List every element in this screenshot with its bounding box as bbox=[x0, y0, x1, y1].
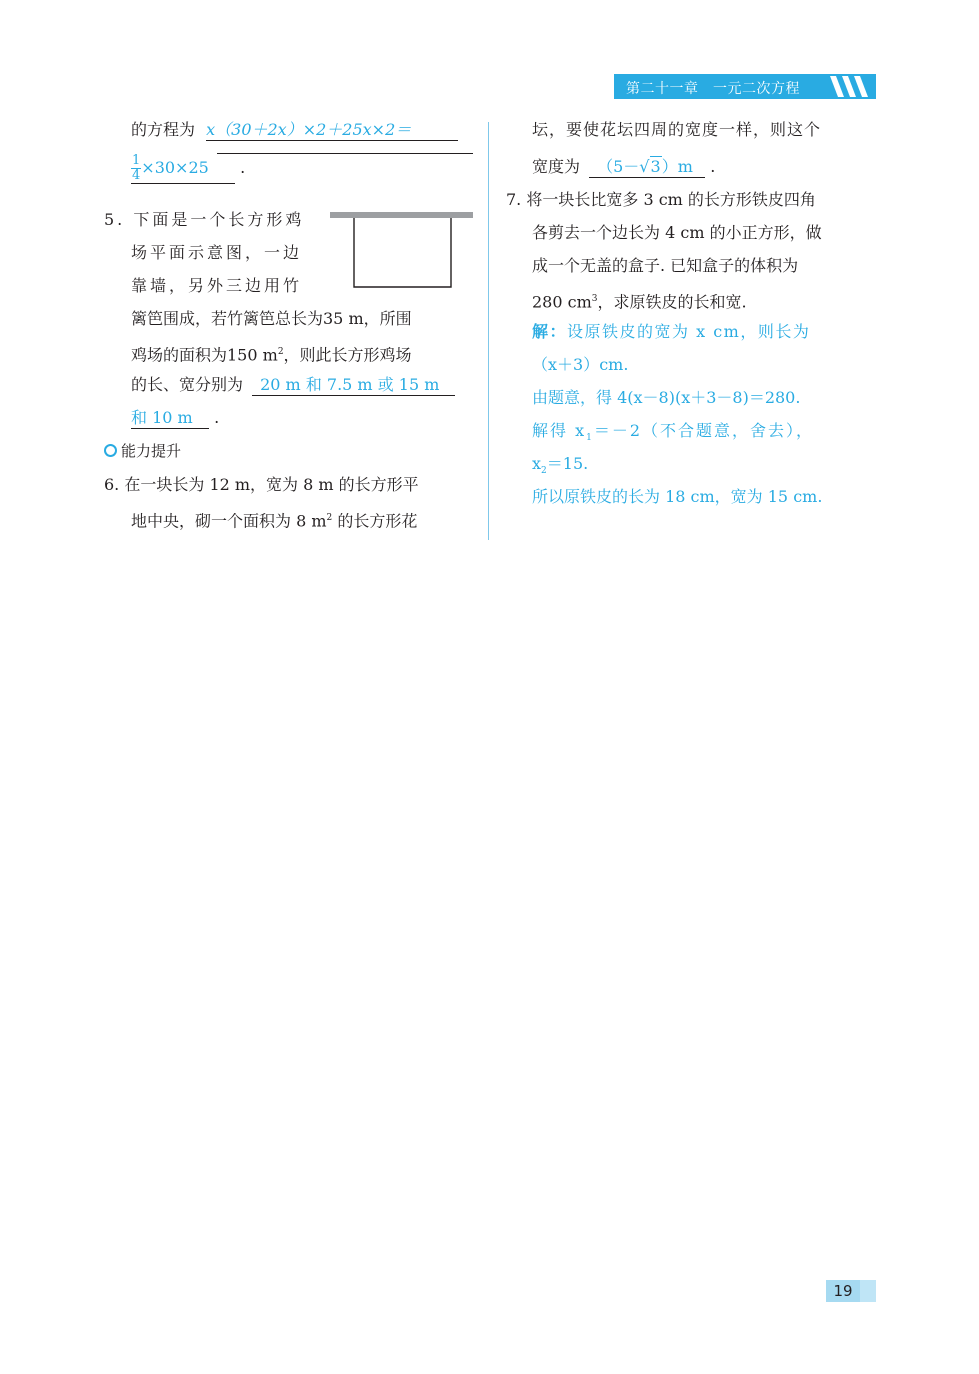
q5-answer-part1: 20 m 和 7.5 m 或 15 m bbox=[260, 375, 440, 394]
header-stripes-icon bbox=[828, 76, 870, 97]
q4-answer-line-1: 的方程为 x（30＋2x）×2＋25x×2＝ bbox=[131, 120, 458, 141]
q7-line-3: 成一个无盖的盒子. 已知盒子的体积为 bbox=[532, 256, 799, 275]
circle-bullet-icon bbox=[104, 444, 117, 457]
q6-line-4: 宽度为 （5－√3）m . bbox=[532, 157, 716, 176]
section-heading: 能力提升 bbox=[104, 440, 181, 461]
q4-fraction: $\frac{1}{4}$ bbox=[132, 153, 141, 183]
solution-label: 解： bbox=[532, 322, 568, 341]
q5-line-2: 场平面示意图，一边 bbox=[131, 243, 303, 262]
q5-answer-part2: 和 10 m bbox=[131, 408, 193, 427]
q7-line-2: 各剪去一个边长为 4 cm 的小正方形，做 bbox=[532, 223, 822, 242]
page-number: 19 bbox=[826, 1280, 860, 1302]
chapter-title: 第二十一章 一元二次方程 bbox=[626, 81, 800, 97]
q7-line-1: 7. 将一块长比宽多 3 cm 的长方形铁皮四角 bbox=[506, 190, 816, 209]
solution-line-1: 解：设原铁皮的宽为 x cm，则长为 bbox=[532, 322, 811, 341]
q5-line-5: 鸡场的面积为150 $m^2$，则此长方形鸡场 bbox=[131, 345, 412, 365]
solution-line-4: 解得 $x_1=-2$（不合题意，舍去）， bbox=[532, 421, 815, 444]
page-number-box bbox=[826, 1280, 876, 1302]
q4-answer-line-2: $\frac{1}{4}$ ×30×25 . bbox=[132, 153, 246, 183]
fence-outline bbox=[354, 218, 451, 287]
wall bbox=[330, 212, 473, 218]
column-divider bbox=[488, 122, 489, 540]
q6-line-1: 6. 在一块长为 12 m，宽为 8 m 的长方形平 bbox=[104, 475, 419, 494]
q5-line-3: 靠墙，另外三边用竹 bbox=[131, 276, 303, 295]
q7-line-4: 280 $cm^3$，求原铁皮的长和宽. bbox=[532, 292, 747, 312]
chicken-farm-diagram bbox=[330, 210, 474, 290]
chapter-header bbox=[614, 74, 876, 99]
solution-line-5: $x_2=15$. bbox=[532, 454, 589, 477]
q5-line-1: 5. 下面是一个长方形鸡 bbox=[104, 210, 305, 229]
solution-line-3: 由题意，得 4(x－8)(x＋3－8)＝280. bbox=[532, 388, 801, 407]
q6-line-3: 坛，要使花坛四周的宽度一样，则这个 bbox=[532, 120, 822, 139]
q5-line-4: 篱笆围成，若竹篱笆总长为35 m，所围 bbox=[131, 309, 412, 328]
q4-answer-part1: x（30＋2x）×2＋25x×2＝ bbox=[206, 120, 412, 139]
solution-line-6: 所以原铁皮的长为 18 cm，宽为 15 cm. bbox=[532, 487, 823, 506]
q5-line-6: 的长、宽分别为 20 m 和 7.5 m 或 15 m bbox=[131, 375, 455, 396]
q5-line-7: 和 10 m . bbox=[131, 408, 220, 427]
q4-underline-extension bbox=[217, 153, 473, 154]
q6-line-2: 地中央，砌一个面积为 8 $m^2$ 的长方形花 bbox=[131, 511, 418, 531]
solution-line-2: （x＋3）cm. bbox=[532, 355, 629, 374]
q6-answer: （5－√3）m bbox=[597, 157, 693, 176]
